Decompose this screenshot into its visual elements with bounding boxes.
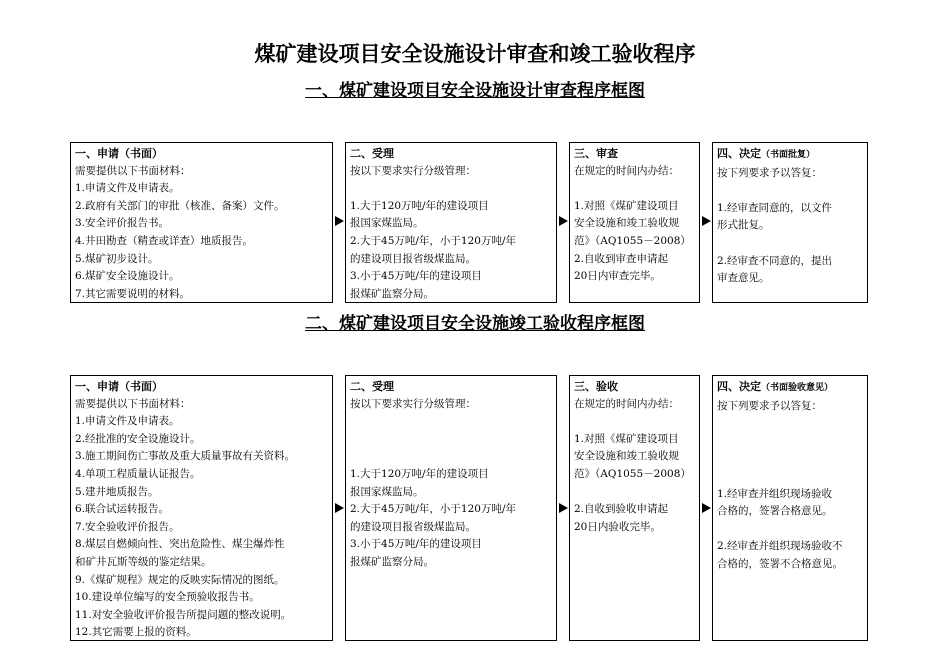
text-line: 报国家煤监局。 [350, 217, 424, 230]
text-line: 2.经批准的安全设施设计。 [75, 432, 201, 445]
text-line: 报国家煤监局。 [350, 485, 424, 498]
text-line: 6.联合试运转报告。 [75, 503, 170, 516]
s2-decision-heading-note: （书面验收意见） [761, 383, 834, 393]
text-line [350, 431, 552, 449]
text-line: 2.自收到审查申请起 [574, 252, 669, 265]
text-line: 3.安全评价报告书。 [75, 217, 170, 230]
s1-decision-box [712, 142, 868, 303]
text-line: 4.单项工程质量认证报告。 [75, 467, 201, 480]
s1-apply-box [70, 142, 333, 303]
text-line: 安全设施和竣工验收规 [574, 217, 679, 230]
text-line: 按下列要求予以答复： [717, 166, 822, 179]
text-line [350, 180, 552, 198]
s2-apply-lines [75, 396, 328, 641]
s1-decision-heading-note: （书面批复） [761, 150, 816, 160]
text-line: 1.大于120万吨/年的建设项目 [350, 199, 489, 212]
text-line: 10.建设单位编写的安全预验收报告书。 [75, 591, 260, 604]
text-line: 8.煤层自燃倾向性、突出危险性、煤尘爆炸性 [75, 538, 285, 551]
text-line: 1.大于120万吨/年的建设项目 [350, 467, 489, 480]
s2-decision-lines [717, 398, 863, 574]
text-line: 20日内验收完毕。 [574, 520, 661, 533]
text-line: 12.其它需要上报的资料。 [75, 626, 197, 639]
text-line: 1.申请文件及申请表。 [75, 415, 180, 428]
text-line: 需要提供以下书面材料： [75, 397, 191, 410]
s2-accept-box [345, 375, 557, 641]
text-line: 3.小于45万吨/年的建设项目 [350, 270, 482, 283]
s2-check-lines [574, 396, 695, 537]
section1-title: 一、煤矿建设项目安全设施设计审查程序框图 [305, 81, 645, 101]
s1-decision-heading-text: 四、决定 [717, 147, 761, 160]
text-line: 2.经审查不同意的，提出 [717, 254, 833, 267]
text-line: 在规定的时间内办结： [574, 397, 679, 410]
text-line: 报煤矿监察分局。 [350, 555, 434, 568]
text-line [717, 415, 863, 433]
text-line: 和矿井瓦斯等级的鉴定结果。 [75, 555, 212, 568]
text-line [350, 413, 552, 431]
s1-review-heading: 三、审查 [574, 147, 618, 160]
text-line: 9.《煤矿规程》规定的反映实际情况的图纸。 [75, 573, 285, 586]
text-line: 需要提供以下书面材料： [75, 164, 191, 177]
text-line [717, 468, 863, 486]
text-line [717, 521, 863, 539]
s2-decision-heading [717, 378, 863, 398]
text-line [574, 180, 695, 198]
text-line: 安全设施和竣工验收规 [574, 450, 679, 463]
text-line: 3.施工期间伤亡事故及重大质量事故有关资料。 [75, 450, 296, 463]
s2-accept-lines [350, 396, 552, 572]
s1-review-lines [574, 163, 695, 286]
page-title: 煤矿建设项目安全设施设计审查和竣工验收程序 [254, 42, 696, 66]
text-line: 按以下要求实行分级管理： [350, 164, 476, 177]
text-line: 2.大于45万吨/年，小于120万吨/年 [350, 503, 516, 516]
text-line: 2.政府有关部门的审批（核准、备案）文件。 [75, 199, 285, 212]
text-line: 3.小于45万吨/年的建设项目 [350, 538, 482, 551]
text-line: 6.煤矿安全设施设计。 [75, 270, 180, 283]
text-line: 2.大于45万吨/年，小于120万吨/年 [350, 234, 516, 247]
text-line [717, 433, 863, 451]
text-line: 按以下要求实行分级管理： [350, 397, 476, 410]
text-line: 1.经审查同意的，以文件 [717, 201, 833, 214]
text-line [574, 413, 695, 431]
arrow-right-icon [335, 216, 344, 226]
s2-decision-box [712, 375, 868, 641]
text-line: 合格的，签署不合格意见。 [717, 557, 843, 570]
s1-apply-heading: 一、申请（书面） [75, 147, 163, 160]
text-line: 形式批复。 [717, 219, 770, 232]
text-line [717, 235, 863, 253]
text-line: 按下列要求予以答复： [717, 399, 822, 412]
text-line: 7.其它需要说明的材料。 [75, 287, 191, 300]
text-line [717, 182, 863, 200]
s1-accept-box [345, 142, 557, 303]
s1-decision-lines [717, 165, 863, 288]
s2-apply-box [70, 375, 333, 641]
text-line [350, 448, 552, 466]
s2-apply-heading: 一、申请（书面） [75, 380, 163, 393]
text-line: 范》（AQ1055－2008） [574, 234, 691, 247]
text-line: 的建设项目报省级煤监局。 [350, 252, 476, 265]
s1-decision-heading [717, 145, 863, 165]
s1-accept-heading: 二、受理 [350, 147, 394, 160]
s2-check-heading: 三、验收 [574, 380, 618, 393]
s2-accept-heading: 二、受理 [350, 380, 394, 393]
s1-apply-lines [75, 163, 328, 303]
text-line: 1.对照《煤矿建设项目 [574, 199, 679, 212]
arrow-right-icon [335, 503, 344, 513]
text-line: 的建设项目报省级煤监局。 [350, 520, 476, 533]
text-line: 在规定的时间内办结： [574, 164, 679, 177]
text-line: 4.井田勘查（精查或详查）地质报告。 [75, 234, 254, 247]
arrow-right-icon [702, 503, 711, 513]
s1-review-box [569, 142, 700, 303]
text-line: 合格的，签署合格意见。 [717, 505, 833, 518]
arrow-right-icon [559, 216, 568, 226]
text-line: 1.经审查并组织现场验收 [717, 487, 833, 500]
text-line: 审查意见。 [717, 272, 770, 285]
text-line: 7.安全验收评价报告。 [75, 520, 180, 533]
text-line: 报煤矿监察分局。 [350, 287, 434, 300]
section2-title: 二、煤矿建设项目安全设施竣工验收程序框图 [305, 314, 645, 334]
arrow-right-icon [702, 216, 711, 226]
text-line: 1.对照《煤矿建设项目 [574, 432, 679, 445]
text-line: 5.煤矿初步设计。 [75, 252, 159, 265]
text-line: 5.建井地质报告。 [75, 485, 159, 498]
arrow-right-icon [559, 503, 568, 513]
text-line: 2.自收到验收申请起 [574, 503, 669, 516]
text-line: 2.经审查并组织现场验收不 [717, 540, 843, 553]
s1-accept-lines [350, 163, 552, 303]
text-line: 范》（AQ1055－2008） [574, 467, 691, 480]
text-line: 20日内审查完毕。 [574, 270, 661, 283]
s2-accept-check-box [569, 375, 700, 641]
text-line [574, 484, 695, 502]
text-line [717, 450, 863, 468]
text-line: 11.对安全验收评价报告所提问题的整改说明。 [75, 608, 292, 621]
text-line: 1.申请文件及申请表。 [75, 182, 180, 195]
s2-decision-heading-text: 四、决定 [717, 380, 761, 393]
